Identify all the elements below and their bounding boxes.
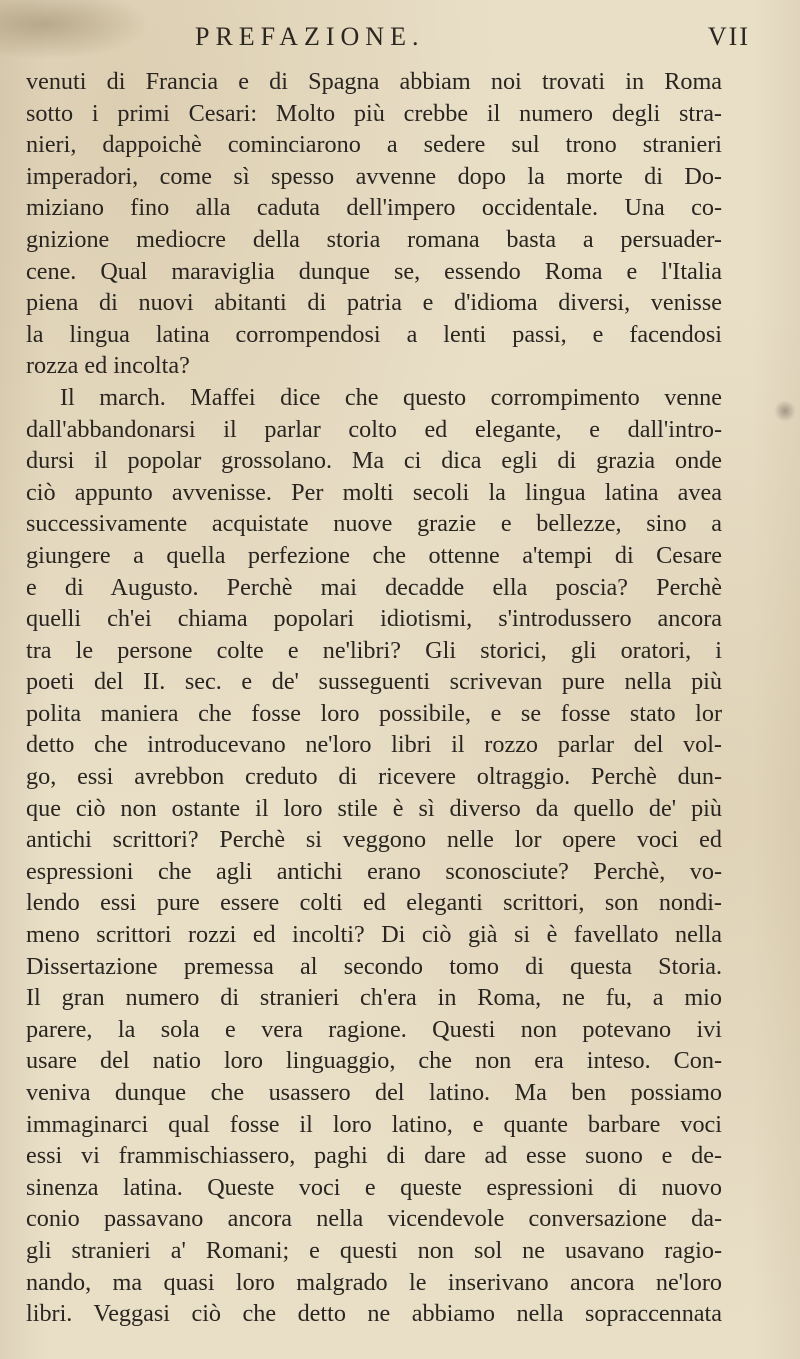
text-line: usare del natio loro linguaggio, che non era inteso. Con-	[26, 1047, 722, 1075]
text-line: que ciò non ostante il loro stile è sì diverso da quello de' più	[26, 794, 722, 822]
text-line: quelli ch'ei chiama popolari idiotismi, s'introdussero ancora	[26, 605, 722, 633]
body-text	[26, 66, 722, 1330]
text-line: libri. Veggasi ciò che detto ne abbiamo nella sopraccennata	[26, 1300, 722, 1328]
text-line: espressioni che agli antichi erano sconosciute? Perchè, vo-	[26, 857, 722, 885]
text-line: nieri, dappoichè cominciarono a sedere sul trono stranieri	[26, 131, 722, 159]
text-line: venuti di Francia e di Spagna abbiam noi trovati in Roma	[26, 68, 722, 95]
text-line: gli stranieri a' Romani; e questi non sol ne usavano ragio-	[26, 1236, 722, 1264]
text-line: meno scrittori rozzi ed incolti? Di ciò già si è favellato nella	[26, 921, 722, 949]
text-line: giungere a quella perfezione che ottenne a'tempi di Cesare	[26, 541, 722, 569]
text-line: parere, la sola e vera ragione. Questi non potevano ivi	[26, 1015, 722, 1043]
text-line: nando, ma quasi loro malgrado le inserivano ancora ne'loro	[26, 1268, 722, 1296]
text-line: veniva dunque che usassero del latino. Ma ben possiamo	[26, 1079, 722, 1106]
text-line: detto che introducevano ne'loro libri il rozzo parlar del vol-	[26, 731, 722, 759]
text-line: piena di nuovi abitanti di patria e d'idioma diversi, venisse	[26, 289, 722, 317]
text-line: go, essi avrebbon creduto di ricevere oltraggio. Perchè dun-	[26, 763, 722, 791]
text-line: Il gran numero di stranieri ch'era in Roma, ne fu, a mio	[26, 984, 722, 1012]
text-line: dursi il popolar grossolano. Ma ci dica egli di grazia onde	[26, 447, 722, 475]
text-line: polita maniera che fosse loro possibile, e se fosse stato lor	[26, 699, 722, 727]
text-line: imperadori, come sì spesso avvenne dopo la morte di Do-	[26, 162, 722, 190]
running-head	[195, 22, 750, 58]
page-number: VII	[707, 22, 750, 51]
text-line: dall'abbandonarsi il parlar colto ed elegante, e dall'intro-	[26, 415, 722, 443]
text-line: tra le persone colte e ne'libri? Gli storici, gli oratori, i	[26, 636, 722, 664]
text-line: cene. Qual maraviglia dunque se, essendo Roma e l'Italia	[26, 257, 722, 285]
text-line: antichi scrittori? Perchè si veggono nelle lor opere voci ed	[26, 826, 722, 854]
paper-spot	[774, 400, 796, 422]
text-line: sotto i primi Cesari: Molto più crebbe il numero degli stra-	[26, 99, 722, 127]
running-title: PREFAZIONE.	[195, 22, 425, 51]
text-line: conio passavano ancora nella vicendevole conversazione da-	[26, 1205, 722, 1233]
text-line: la lingua latina corrompendosi a lenti passi, e facendosi	[26, 320, 722, 348]
text-line: essi vi frammischiassero, paghi di dare ad esse suono e de-	[26, 1142, 722, 1170]
text-line: sinenza latina. Queste voci e queste espressioni di nuovo	[26, 1173, 722, 1201]
paper-stain	[0, 0, 150, 60]
text-line: ciò appunto avvenisse. Per molti secoli la lingua latina avea	[26, 478, 722, 506]
paragraph-start-line: Il march. Maffei dice che questo corrompimento venne	[60, 383, 722, 411]
text-line: rozza ed incolta?	[26, 352, 190, 380]
text-line: lendo essi pure essere colti ed eleganti scrittori, son nondi-	[26, 889, 722, 917]
text-line: miziano fino alla caduta dell'impero occidentale. Una co-	[26, 194, 722, 222]
text-line: immaginarci qual fosse il loro latino, e quante barbare voci	[26, 1110, 722, 1138]
text-line: Dissertazione premessa al secondo tomo di questa Storia.	[26, 952, 722, 980]
text-line: e di Augusto. Perchè mai decadde ella poscia? Perchè	[26, 573, 722, 601]
text-line: poeti del II. sec. e de' susseguenti scrivevan pure nella più	[26, 668, 722, 696]
text-line: successivamente acquistate nuove grazie e bellezze, sino a	[26, 510, 722, 538]
text-line: gnizione mediocre della storia romana basta a persuader-	[26, 225, 722, 253]
